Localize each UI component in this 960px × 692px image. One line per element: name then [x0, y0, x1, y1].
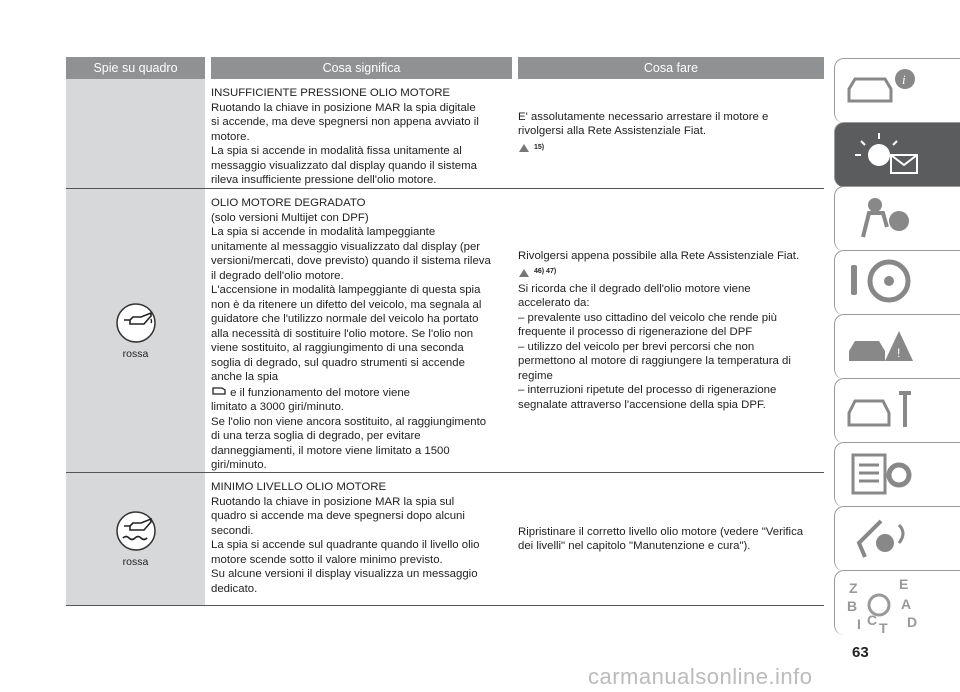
icon-cell: [66, 79, 205, 188]
action-cell: [512, 189, 824, 472]
car-accident-icon: [845, 321, 925, 371]
tab-starting-driving[interactable]: [834, 250, 960, 315]
warning-note-icon: [518, 268, 530, 278]
index-letter: B: [847, 598, 858, 614]
icon-color-label: rossa: [122, 347, 149, 360]
watermark: carmanualsonline.info: [588, 664, 813, 689]
page-number: 63: [852, 644, 869, 661]
icon-cell: [66, 189, 205, 472]
chapter-sidebar: [834, 58, 960, 634]
index-letter: C: [867, 612, 878, 628]
action-text: E' assolutamente necessario arrestare il motore e rivolgersi alla Rete Assistenziale Fiat.: [518, 110, 769, 138]
tab-index[interactable]: [834, 570, 960, 635]
airbag-safety-icon: [845, 193, 925, 243]
steering-key-icon: [845, 257, 925, 307]
specs-gear-icon: [845, 449, 925, 499]
tab-warning-lights[interactable]: [834, 122, 960, 187]
multimedia-icon: [845, 513, 925, 563]
car-info-icon: [845, 65, 925, 115]
table-row: [66, 189, 824, 473]
car-service-icon: [845, 385, 925, 435]
note-ref: 46) 47): [518, 265, 824, 280]
warning-lights-icon: [845, 129, 925, 179]
oil-degraded-icon: [115, 302, 157, 344]
index-letter: D: [907, 614, 918, 630]
hand-note-icon: [518, 143, 530, 153]
index-letter: Z: [849, 580, 858, 596]
tab-safety[interactable]: [834, 186, 960, 251]
index-letter: E: [899, 577, 909, 592]
tab-technical-data[interactable]: [834, 442, 960, 507]
table-row: [66, 473, 824, 606]
tab-car-info[interactable]: [834, 58, 960, 123]
svg-text:!: !: [897, 346, 901, 360]
header-lights: Spie su quadro: [66, 57, 205, 79]
action-cell: [512, 473, 824, 605]
engine-fault-icon: [211, 385, 227, 396]
svg-text:i: i: [902, 72, 906, 87]
note-ref: 15): [518, 141, 824, 156]
table-row: [66, 79, 824, 189]
warning-lights-table: [66, 57, 824, 606]
icon-cell: [66, 473, 205, 605]
index-alphabet-icon: [845, 577, 925, 635]
tab-maintenance[interactable]: [834, 378, 960, 443]
action-text-extra: Si ricorda che il degrado dell'olio motore viene accelerato da: – prevalente uso cittadino del veicolo che rende più frequente il processo di rigenerazione del DPF – utilizzo del veicolo per brevi percorsi che non permettono al motore di raggiungere la temperatura di regime – interruzioni ripetute del processo di rigenerazione segnalate attraverso l'accensione della spia DPF.: [518, 282, 791, 411]
index-letter: A: [901, 596, 912, 612]
action-cell: [512, 79, 824, 188]
action-text: Rivolgersi appena possibile alla Rete Assistenziale Fiat.: [518, 249, 800, 262]
tab-multimedia[interactable]: [834, 506, 960, 571]
oil-level-icon: [115, 510, 157, 552]
meaning-text: MINIMO LIVELLO OLIO MOTORE Ruotando la chiave in posizione MAR la spia sul quadro si accende ma deve spegnersi dopo alcuni secondi. La spia si accende sul quadrante quando il livello olio motore scende sotto il valore minimo previsto. Su alcune versioni il display visualizza un messaggio dedicato.: [211, 481, 480, 595]
action-text: Ripristinare il corretto livello olio motore (vedere "Verifica dei livelli" nel capitolo "Manutenzione e cura").: [518, 525, 804, 552]
index-letter: T: [879, 620, 888, 635]
meaning-text: OLIO MOTORE DEGRADATO (solo versioni Multijet con DPF) La spia si accende in modalità lampeggiante unitamente al messaggio visualizzato dal display (per versioni/mercati, dove previsto) quando il sistema rileva il degrado dell'olio motore. L'accensione in modalità lampeggiante di questa spia non è da ritenere un difetto del veicolo, ma segnala al guidatore che l'utilizzo normale del veicolo ha portato alla necessità di sostituire l'olio motore. Se l'olio non viene sostituito, al raggiungimento di una seconda soglia di degrado, sul quadro strumenti si accende anche la spia e il funzionamento del motore viene limitato a 3000 giri/minuto. Se l'olio non viene ancora sostituito, al raggiungimento di una terza soglia di degrado, per evitare danneggiamenti, il motore viene limitato a 1500 giri/minuto.: [211, 197, 491, 471]
icon-color-label: rossa: [122, 556, 149, 568]
header-meaning: Cosa significa: [211, 57, 512, 79]
header-action: Cosa fare: [518, 57, 824, 79]
table-header: [66, 57, 824, 79]
index-letter: I: [857, 616, 861, 632]
meaning-text: INSUFFICIENTE PRESSIONE OLIO MOTORE Ruotando la chiave in posizione MAR la spia digitale si accende, ma deve spegnersi non appena avviato il motore. La spia si accende in modalità fissa unitamente al messaggio visualizzato dal display quando il sistema rileva insufficiente pressione dell'olio motore.: [211, 87, 479, 186]
tab-emergency[interactable]: [834, 314, 960, 379]
